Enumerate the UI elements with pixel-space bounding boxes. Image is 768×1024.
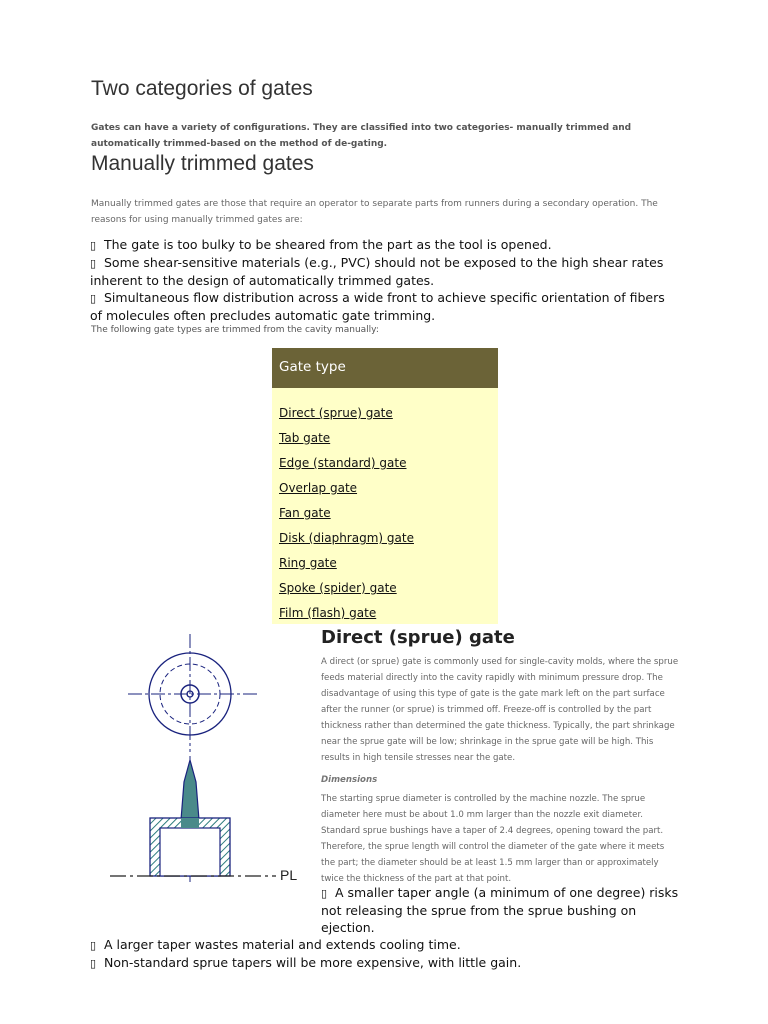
gate-type-list: [272, 388, 498, 627]
link-edge-gate[interactable]: Edge (standard) gate: [279, 456, 407, 470]
bullet-box-icon: ▯: [90, 957, 97, 970]
following-text: The following gate types are trimmed from the cavity manually:: [91, 325, 379, 335]
page-title: Two categories of gates: [91, 77, 313, 100]
link-ring-gate[interactable]: Ring gate: [279, 556, 337, 570]
top-view-circles: [128, 634, 258, 752]
section-title-manual: Manually trimmed gates: [91, 152, 314, 175]
reasons-list: [90, 236, 680, 324]
gate-type-header: Gate type: [272, 348, 498, 388]
list-item: ▯ Non-standard sprue tapers will be more expensive, with little gain.: [90, 955, 522, 970]
list-item: ▯ Some shear-sensitive materials (e.g., PVC) should not be exposed to the high shear rates inherent to the design of automatically trimmed gates.: [90, 255, 664, 288]
link-overlap-gate[interactable]: Overlap gate: [279, 481, 358, 495]
list-item: [279, 577, 498, 602]
link-disk-gate[interactable]: Disk (diaphragm) gate: [279, 531, 414, 545]
dimensions-label: Dimensions: [321, 775, 378, 785]
taper-list: [90, 884, 690, 972]
intro-paragraph: Gates can have a variety of configurations. They are classified into two categories- manually trimmed and automatically trimmed-based on the method of de-gating.: [91, 123, 632, 149]
bullet-box-icon: ▯: [90, 939, 97, 952]
bullet-box-icon: ▯: [321, 887, 328, 900]
link-direct-sprue-gate[interactable]: Direct (sprue) gate: [279, 406, 393, 420]
sprue-bushing: [150, 818, 230, 876]
list-item: ▯ A smaller taper angle (a minimum of one degree) risks not releasing the sprue from the sprue bushing on ejection.: [321, 885, 679, 935]
list-item: ▯ The gate is too bulky to be sheared from the part as the tool is opened.: [90, 237, 552, 252]
list-item: [279, 402, 498, 427]
link-tab-gate[interactable]: Tab gate: [279, 431, 331, 445]
list-item: [279, 427, 498, 452]
list-item: [279, 552, 498, 577]
sprue-gate-diagram: [108, 632, 318, 884]
list-item: [279, 527, 498, 552]
list-item: ▯ Simultaneous flow distribution across a wide front to achieve specific orientation of fibers of molecules often precludes automatic gate trimming.: [90, 290, 665, 323]
list-item: [279, 477, 498, 502]
list-item: [279, 502, 498, 527]
list-item: [279, 452, 498, 477]
direct-gate-title: Direct (sprue) gate: [321, 627, 515, 648]
dimensions-text: The starting sprue diameter is controlled by the machine nozzle. The sprue diameter here must be about 1.0 mm larger than the nozzle exit diameter. Standard sprue bushings have a taper of 2.4 degrees, opening toward the part. Therefore, the sprue length will control the diameter of the gate where it meets the part; the diameter should be at least 1.5 mm larger than or approximately twice the thickness of the part at that point.: [321, 794, 665, 884]
pl-label: PL: [280, 867, 298, 883]
direct-gate-description: A direct (or sprue) gate is commonly used for single-cavity molds, where the sprue feeds material directly into the cavity rapidly with minimum pressure drop. The disadvantage of using this type of gate is the gate mark left on the part surface after the runner (or sprue) is trimmed off. Freeze-off is controlled by the part thickness rather than determined the gate thickness. Typically, the part shrinkage near the sprue gate will be low; shrinkage in the sprue gate will be high. This results in high tensile stresses near the gate.: [321, 657, 679, 763]
bullet-box-icon: ▯: [90, 292, 97, 305]
bullet-box-icon: ▯: [90, 239, 97, 252]
link-fan-gate[interactable]: Fan gate: [279, 506, 331, 520]
link-spoke-gate[interactable]: Spoke (spider) gate: [279, 581, 397, 595]
link-film-gate[interactable]: Film (flash) gate: [279, 606, 377, 620]
list-item: ▯ A larger taper wastes material and extends cooling time.: [90, 937, 461, 952]
list-item: [279, 602, 498, 627]
bullet-box-icon: ▯: [90, 257, 97, 270]
gate-type-table: [272, 348, 498, 624]
manual-intro-paragraph: Manually trimmed gates are those that require an operator to separate parts from runners during a secondary operation. The reasons for using manually trimmed gates are:: [91, 199, 658, 225]
